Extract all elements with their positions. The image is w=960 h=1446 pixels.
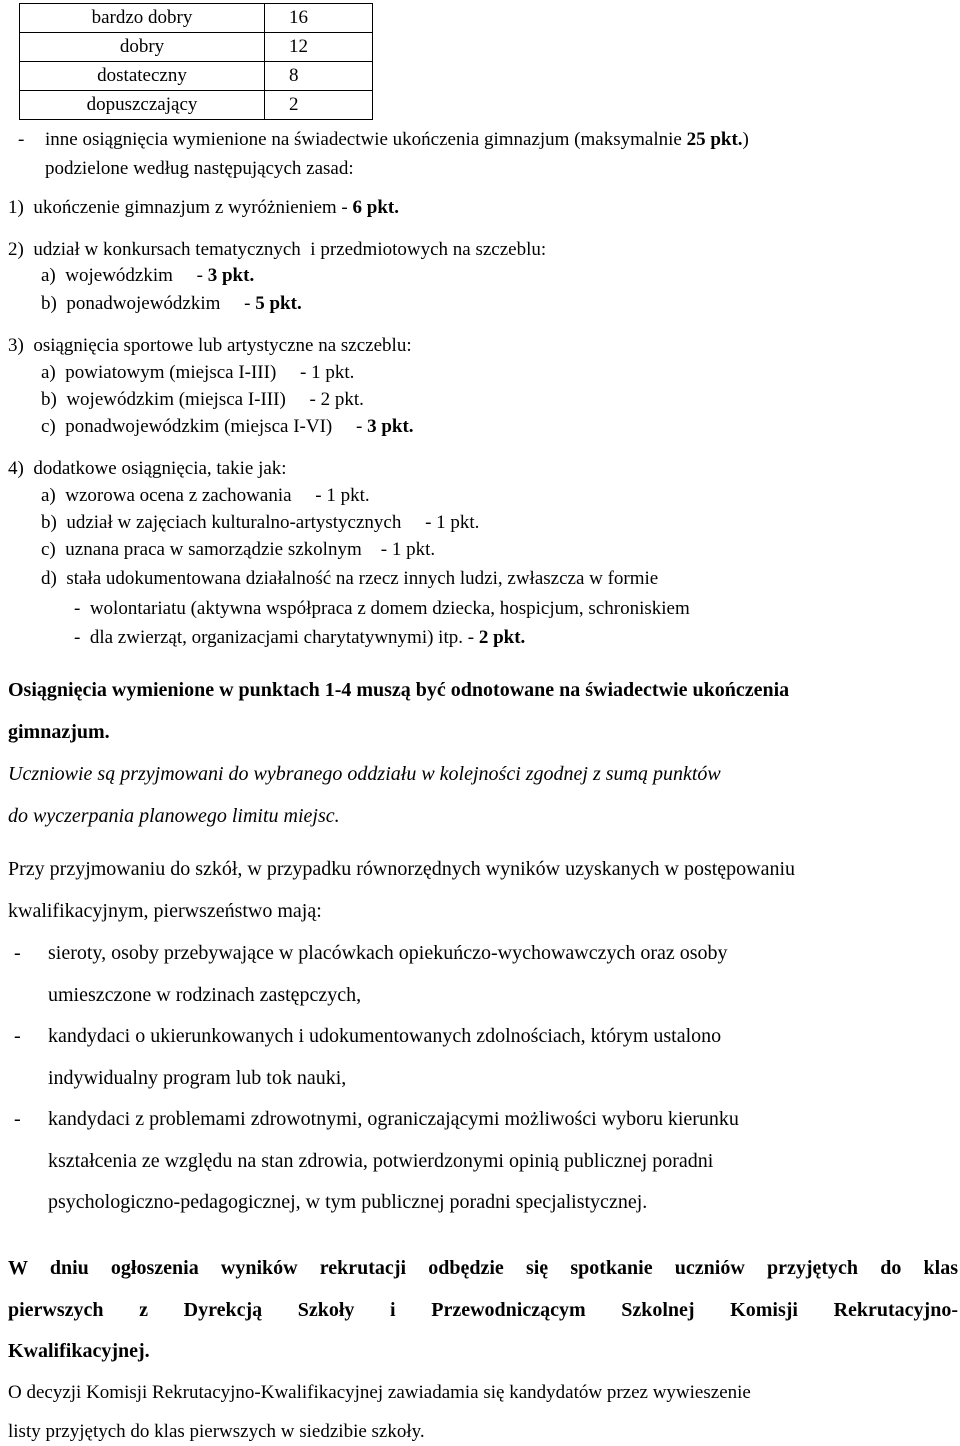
rule-3: 3) osiągnięcia sportowe lub artystyczne na szczeblu: bbox=[8, 335, 412, 356]
rule-3a: a) powiatowym (miejsca I-III) - 1 pkt. bbox=[41, 362, 355, 383]
text: a) wojewódzkim - bbox=[41, 265, 208, 286]
list-bullet: - bbox=[14, 1025, 21, 1047]
text: b) ponadwojewódzkim - bbox=[41, 293, 256, 314]
list-item: sieroty, osoby przebywające w placówkach opiekuńczo-wychowawczych oraz osoby bbox=[48, 942, 728, 964]
list-item: psychologiczno-pedagogicznej, w tym publicznej poradni specjalistycznej. bbox=[48, 1191, 648, 1213]
table-row bbox=[20, 62, 373, 91]
priority-intro-line-2: kwalifikacyjnym, pierwszeństwo mają: bbox=[8, 900, 322, 922]
rule-1 bbox=[8, 196, 399, 220]
table-row bbox=[20, 33, 373, 62]
grade-name: dostateczny bbox=[20, 62, 265, 91]
rule-4: 4) dodatkowe osiągnięcia, takie jak: bbox=[8, 458, 287, 479]
list-item: umieszczone w rodzinach zastępczych, bbox=[48, 984, 362, 1006]
grade-points: 8 bbox=[265, 62, 373, 91]
meeting-line-1: W dniu ogłoszenia wyników rekrutacji odbędzie się spotkanie uczniów przyjętych do klas bbox=[8, 1257, 958, 1279]
rule-points: 3 pkt. bbox=[367, 416, 414, 437]
list-bullet: - bbox=[14, 1108, 21, 1130]
other-achievements-line-2: podzielone według następujących zasad: bbox=[45, 158, 354, 179]
rule-points: 5 pkt. bbox=[255, 293, 302, 314]
list-item: indywidualny program lub tok nauki, bbox=[48, 1067, 347, 1089]
grade-points: 16 bbox=[265, 4, 373, 33]
rule-4c: c) uznana praca w samorządzie szkolnym - 1 pkt. bbox=[41, 539, 436, 560]
table-row bbox=[20, 4, 373, 33]
grade-name: bardzo dobry bbox=[20, 4, 265, 33]
rule-4b: b) udział w zajęciach kulturalno-artystycznych - 1 pkt. bbox=[41, 512, 480, 533]
list-item: kandydaci z problemami zdrowotnymi, ograniczającymi możliwości wyboru kierunku bbox=[48, 1108, 739, 1130]
rule-4d-line-1: - wolontariatu (aktywna współpraca z domem dziecka, hospicjum, schroniskiem bbox=[74, 598, 690, 619]
notice-italic-line-1: Uczniowie są przyjmowani do wybranego oddziału w kolejności zgodnej z sumą punktów bbox=[8, 763, 721, 785]
meeting-line-3: Kwalifikacyjnej. bbox=[8, 1340, 150, 1362]
grade-name: dopuszczający bbox=[20, 91, 265, 120]
decision-line-2: listy przyjętych do klas pierwszych w siedzibie szkoły. bbox=[8, 1421, 425, 1442]
notice-bold-line-1: Osiągnięcia wymienione w punktach 1-4 muszą być odnotowane na świadectwie ukończenia bbox=[8, 679, 790, 701]
decision-line-1: O decyzji Komisji Rekrutacyjno-Kwalifikacyjnej zawiadamia się kandydatów przez wywieszenie bbox=[8, 1382, 751, 1403]
rule-2b bbox=[41, 292, 302, 316]
other-achievements-line bbox=[45, 128, 749, 152]
rule-3b: b) wojewódzkim (miejsca I-III) - 2 pkt. bbox=[41, 389, 364, 410]
table-row bbox=[20, 91, 373, 120]
list-bullet: - bbox=[14, 942, 21, 964]
rule-2: 2) udział w konkursach tematycznych i przedmiotowych na szczeblu: bbox=[8, 239, 547, 260]
max-points: 25 pkt. bbox=[686, 129, 743, 150]
text: - dla zwierząt, organizacjami charytatywnymi) itp. - bbox=[74, 627, 479, 648]
rule-points: 3 pkt. bbox=[207, 265, 255, 286]
rule-4d: d) stała udokumentowana działalność na rzecz innych ludzi, zwłaszcza w formie bbox=[41, 568, 659, 589]
list-item: kandydaci o ukierunkowanych i udokumentowanych zdolnościach, którym ustalono bbox=[48, 1025, 722, 1047]
text: ) bbox=[742, 129, 749, 150]
rule-4d-line-2 bbox=[74, 626, 525, 650]
text: inne osiągnięcia wymienione na świadectwie ukończenia gimnazjum (maksymalnie bbox=[45, 129, 687, 150]
grade-points: 12 bbox=[265, 33, 373, 62]
rule-2a bbox=[41, 264, 254, 288]
list-item: kształcenia ze względu na stan zdrowia, potwierdzonymi opinią publicznej poradni bbox=[48, 1150, 714, 1172]
rule-points: 6 pkt. bbox=[352, 197, 399, 218]
rule-points: 2 pkt. bbox=[478, 627, 526, 648]
grade-name: dobry bbox=[20, 33, 265, 62]
meeting-line-2: pierwszych z Dyrekcją Szkoły i Przewodniczącym Szkolnej Komisji Rekrutacyjno- bbox=[8, 1299, 958, 1321]
notice-italic-line-2: do wyczerpania planowego limitu miejsc. bbox=[8, 805, 340, 827]
grade-points: 2 bbox=[265, 91, 373, 120]
notice-bold-line-2: gimnazjum. bbox=[8, 721, 110, 743]
text: 1) ukończenie gimnazjum z wyróżnieniem - bbox=[8, 197, 353, 218]
priority-intro-line-1: Przy przyjmowaniu do szkół, w przypadku równorzędnych wyników uzyskanych w postępowaniu bbox=[8, 858, 796, 880]
grades-table bbox=[19, 3, 373, 120]
other-achievements-dash: - bbox=[18, 129, 25, 150]
rule-3c bbox=[41, 415, 414, 439]
text: c) ponadwojewódzkim (miejsca I-VI) - bbox=[41, 416, 368, 437]
rule-4a: a) wzorowa ocena z zachowania - 1 pkt. bbox=[41, 485, 370, 506]
